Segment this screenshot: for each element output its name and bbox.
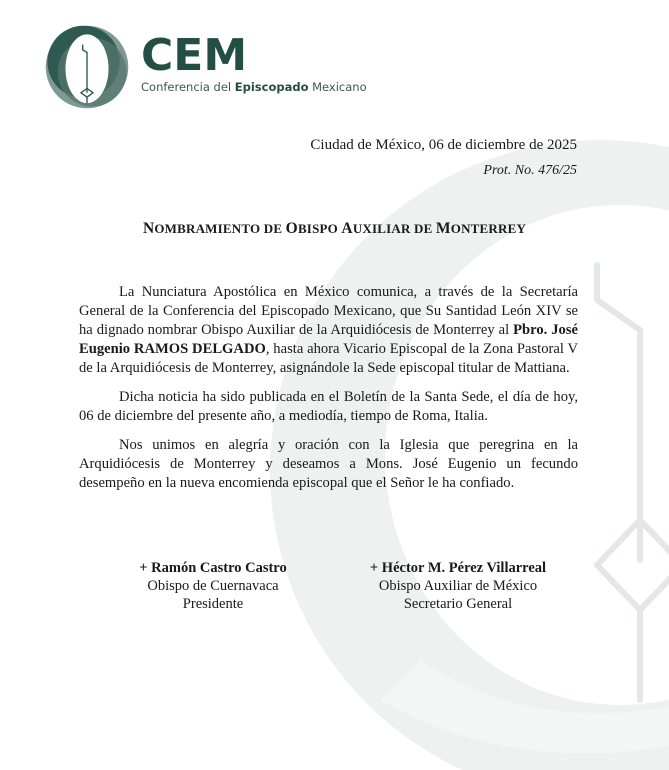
signer-title: Secretario General: [403, 596, 513, 612]
title-text: ONTERREY: [450, 221, 527, 236]
cem-logo-icon: [44, 24, 130, 110]
protocol-number: Prot. No. 476/25: [483, 163, 577, 178]
p1-bold-name: Pbro. José Eugenio RAMOS DELGADO: [79, 322, 578, 357]
title-text: BISPO: [297, 221, 342, 236]
paragraph-2: Dicha noticia ha sido publicada en el Boletín de la Santa Sede, el día de hoy, 06 de diciembre del presente año, a mediodía, tiempo de Roma, Italia.: [79, 389, 578, 424]
title-text: OMBRAMIENTO DE: [154, 221, 286, 236]
p1-text-b: , hasta ahora Vicario Episcopal de la Zona Pastoral V de la Arquidiócesis de Monterrey, asignándole la Sede episcopal titular de Mattiana.: [79, 341, 578, 376]
title-cap: M: [435, 220, 451, 237]
document-body: [79, 283, 578, 503]
place-date: Ciudad de México, 06 de diciembre de 2025: [310, 137, 577, 153]
title-cap: A: [341, 220, 353, 237]
title-cap: O: [285, 220, 298, 237]
signer-name: + Ramón Castro Castro: [139, 560, 287, 576]
paragraph-3: Nos unimos en alegría y oración con la Iglesia que peregrina en la Arquidiócesis de Monterrey y deseamos a Mons. José Eugenio un fecundo desempeño en la nueva encomienda episcopal que el Señor le ha confiado.: [79, 437, 578, 491]
document-title: [0, 220, 669, 238]
signature-president: [118, 559, 308, 613]
brand-sub-pre: Conferencia del: [141, 80, 235, 94]
signer-role: Obispo Auxiliar de México: [378, 578, 538, 594]
brand-block: [141, 30, 367, 94]
brand-subtitle: [141, 80, 367, 94]
signature-secretary: [352, 559, 564, 613]
signer-title: Presidente: [182, 596, 244, 612]
title-cap: N: [142, 220, 155, 237]
brand-sub-bold: Episcopado: [234, 80, 309, 94]
p1-text-a: La Nunciatura Apostólica en México comunica, a través de la Secretaría General de la Conferencia del Episcopado Mexicano, que Su Santidad León XIV se ha dignado nombrar Obispo Auxiliar de la Arquidiócesis de Monterrey al: [79, 284, 578, 338]
brand-title: CEM: [141, 30, 248, 81]
title-text: UXILIAR DE: [352, 221, 436, 236]
brand-sub-post: Mexicano: [308, 80, 367, 94]
paragraph-1: [79, 283, 578, 378]
signer-role: Obispo de Cuernavaca: [147, 578, 279, 594]
signer-name: + Héctor M. Pérez Villarreal: [369, 560, 547, 576]
